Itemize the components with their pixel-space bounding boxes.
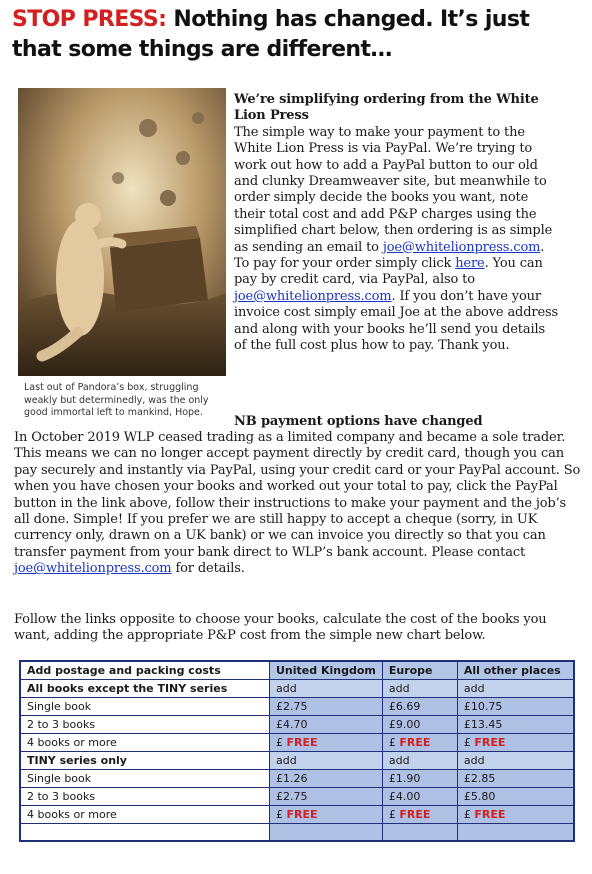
email-link[interactable]: joe@whitelionpress.com bbox=[382, 239, 541, 255]
payment-options-heading: NB payment options have changed bbox=[234, 414, 483, 429]
table-row bbox=[20, 806, 574, 824]
table-cell: add bbox=[270, 680, 383, 698]
payment-text-part: for details. bbox=[175, 561, 245, 577]
table-row bbox=[20, 788, 574, 806]
table-cell-empty bbox=[382, 824, 457, 842]
table-cell: add bbox=[382, 752, 457, 770]
table-cell-free bbox=[382, 806, 457, 824]
table-cell: add bbox=[382, 680, 457, 698]
free-label: FREE bbox=[474, 736, 506, 749]
table-cell: add bbox=[457, 680, 574, 698]
table-cell: £5.80 bbox=[457, 788, 574, 806]
table-cell: £1.90 bbox=[382, 770, 457, 788]
pound-sign: £ bbox=[388, 736, 396, 749]
postage-table bbox=[19, 660, 575, 842]
table-row-label: 4 books or more bbox=[20, 806, 270, 824]
table-row-label: Single book bbox=[20, 698, 270, 716]
table-cell-empty bbox=[20, 824, 270, 842]
table-cell-free bbox=[457, 734, 574, 752]
ordering-heading: We’re simplifying ordering from the White Lion Press bbox=[234, 92, 539, 124]
table-row bbox=[20, 752, 574, 770]
table-row bbox=[20, 770, 574, 788]
table-cell: £9.00 bbox=[382, 716, 457, 734]
table-cell: £4.70 bbox=[270, 716, 383, 734]
free-label: FREE bbox=[399, 736, 431, 749]
table-row-label: Single book bbox=[20, 770, 270, 788]
follow-links-text: Follow the links opposite to choose your books, calculate the cost of the books you want, adding the appropriate P&P cost from the simple new chart below. bbox=[14, 612, 547, 644]
pandora-illustration bbox=[18, 88, 226, 376]
table-cell-free bbox=[457, 806, 574, 824]
ordering-text-part: . To pay for your order simply click bbox=[234, 239, 545, 272]
table-header-cell: Add postage and packing costs bbox=[20, 661, 270, 680]
table-cell-free bbox=[270, 806, 383, 824]
pound-sign: £ bbox=[276, 808, 283, 821]
table-row-empty bbox=[20, 824, 574, 842]
ordering-text-part: . You can pay by credit card, via PayPal, also to bbox=[234, 256, 543, 288]
table-cell: add bbox=[270, 752, 383, 770]
table-row-label: 4 books or more bbox=[20, 734, 270, 752]
table-cell: £13.45 bbox=[457, 716, 574, 734]
table-cell-free bbox=[270, 734, 383, 752]
headline-text: Nothing has changed. It’s just that some things are different… bbox=[12, 7, 530, 62]
table-header-cell: All other places bbox=[457, 661, 574, 680]
table-row bbox=[20, 734, 574, 752]
free-label: FREE bbox=[286, 808, 318, 821]
email-link[interactable]: joe@whitelionpress.com bbox=[234, 288, 392, 304]
email-link[interactable]: joe@whitelionpress.com bbox=[14, 561, 172, 577]
table-cell-empty bbox=[457, 824, 574, 842]
pound-sign: £ bbox=[463, 808, 471, 821]
free-label: FREE bbox=[474, 808, 506, 821]
table-cell: £4.00 bbox=[382, 788, 457, 806]
table-row-label: TINY series only bbox=[20, 752, 270, 770]
table-row-label: All books except the TINY series bbox=[20, 680, 270, 698]
table-cell: £6.69 bbox=[382, 698, 457, 716]
table-header-row bbox=[20, 661, 574, 680]
image-caption: Last out of Pandora’s box, struggling weakly but determinedly, was the only good immortal left to mankind, Hope. bbox=[24, 382, 209, 418]
payment-text-part: In October 2019 WLP ceased trading as a limited company and became a sole trader. This means we can no longer accept payment directly by credit card, though you can pay securely and instantly via PayPal, using your credit card or your PayPal account. So when you have chosen your books and worked out your total to pay, click the PayPal button in the link above, follow their instructions to make your payment and the job’s all done. Simple! If you prefer we are still happy to accept a cheque (sorry, in UK currency only, drawn on a UK bank) or we can invoice you directly so that you can transfer payment from your bank direct to WLP’s bank account. Please contact bbox=[14, 430, 581, 560]
table-row bbox=[20, 716, 574, 734]
ordering-text-part: The simple way to make your payment to the White Lion Press is via PayPal. We’re trying to work out how to add a PayPal button to our old and clunky Dreamweaver site, but meanwhile to order simply decide the books you want, note their total cost and add P&P charges using the simplified chart below, then ordering is as simple as sending an email to bbox=[234, 124, 553, 255]
ordering-text bbox=[234, 125, 560, 355]
table-cell: £10.75 bbox=[457, 698, 574, 716]
free-label: FREE bbox=[286, 736, 318, 749]
table-cell: £1.26 bbox=[270, 770, 383, 788]
pound-sign: £ bbox=[276, 736, 283, 749]
free-label: FREE bbox=[399, 808, 431, 821]
table-row-label: 2 to 3 books bbox=[20, 788, 270, 806]
table-cell: £2.85 bbox=[457, 770, 574, 788]
table-row bbox=[20, 680, 574, 698]
stop-press-label: STOP PRESS: bbox=[12, 7, 167, 32]
ordering-section bbox=[234, 92, 560, 355]
table-cell: add bbox=[457, 752, 574, 770]
paypal-here-link[interactable]: here bbox=[455, 256, 485, 272]
table-header-cell: United Kingdom bbox=[270, 661, 383, 680]
payment-options-text bbox=[14, 430, 582, 578]
table-cell-free bbox=[382, 734, 457, 752]
ordering-text-part: . If you don’t have your invoice cost simply email Joe at the above address and along with your books he’ll send you details of the full cost plus how to pay. Thank you. bbox=[234, 288, 559, 354]
page-headline bbox=[12, 5, 582, 65]
table-cell: £2.75 bbox=[270, 698, 383, 716]
table-row bbox=[20, 698, 574, 716]
pound-sign: £ bbox=[463, 736, 471, 749]
table-cell: £2.75 bbox=[270, 788, 383, 806]
table-cell-empty bbox=[270, 824, 383, 842]
table-row-label: 2 to 3 books bbox=[20, 716, 270, 734]
pound-sign: £ bbox=[388, 808, 396, 821]
table-header-cell: Europe bbox=[382, 661, 457, 680]
